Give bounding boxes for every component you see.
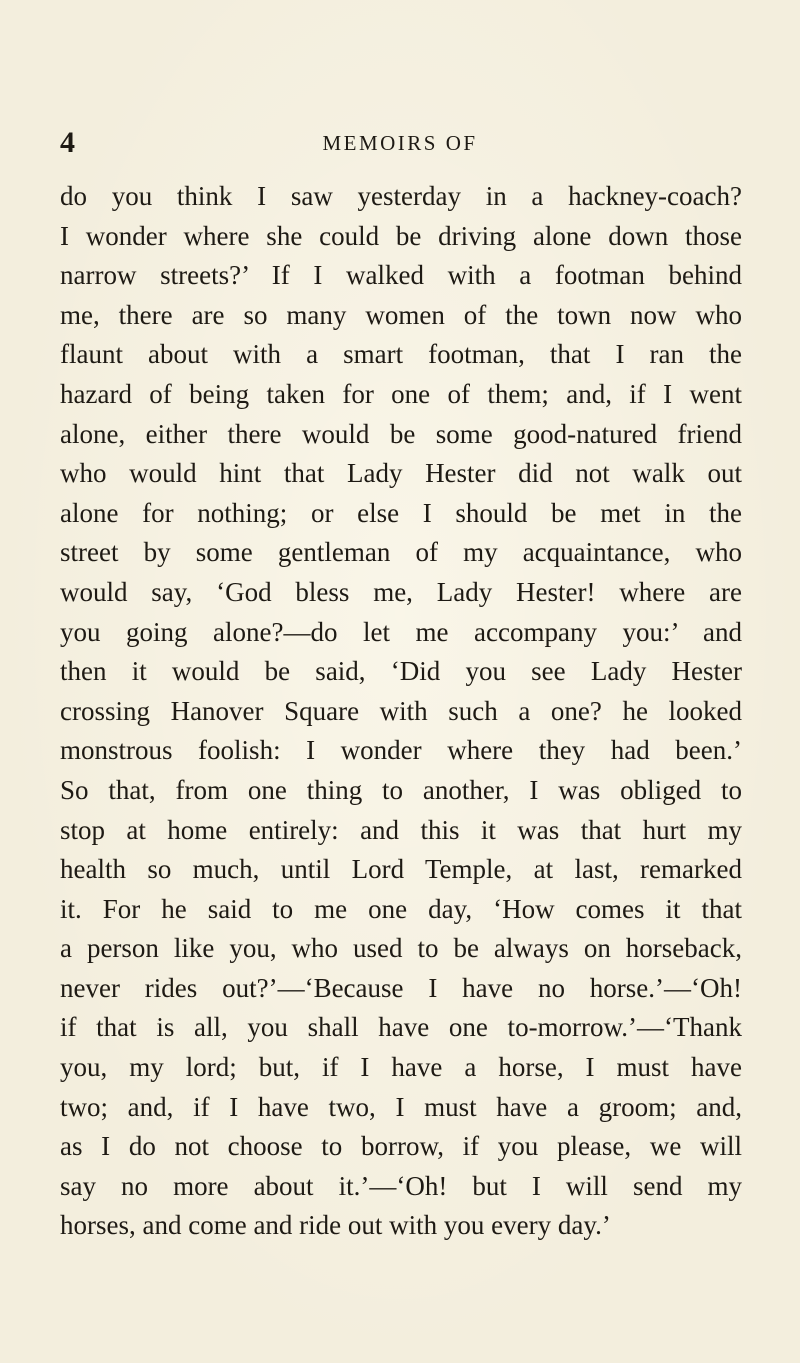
- text-line: two; and, if I have two, I must have a groom; and,: [60, 1091, 742, 1122]
- text-line: I wonder where she could be driving alone down those: [60, 220, 742, 251]
- text-line: hazard of being taken for one of them; and, if I went: [60, 378, 742, 409]
- text-line: alone for nothing; or else I should be met in the: [60, 497, 742, 528]
- text-line: do you think I saw yesterday in a hackney-coach?: [60, 181, 742, 211]
- page-header: [60, 127, 740, 159]
- text-line: So that, from one thing to another, I was obliged to: [60, 774, 742, 805]
- running-head: MEMOIRS OF: [322, 131, 478, 155]
- text-line: it. For he said to me one day, ‘How comes it that: [60, 893, 742, 924]
- text-line: then it would be said, ‘Did you see Lady Hester: [60, 656, 742, 687]
- text-line: who would hint that Lady Hester did not walk out: [60, 458, 742, 489]
- text-line: never rides out?’—‘Because I have no horse.’—‘Oh!: [60, 972, 742, 1003]
- text-line: health so much, until Lord Temple, at last, remarked: [60, 854, 742, 885]
- text-line: flaunt about with a smart footman, that I ran the: [60, 339, 742, 370]
- text-line: alone, either there would be some good-natured friend: [60, 418, 742, 449]
- text-line: monstrous foolish: I wonder where they had been.’: [60, 735, 742, 766]
- text-line: you going alone?—do let me accompany you:’ and: [60, 616, 742, 647]
- text-line: narrow streets?’ If I walked with a footman behind: [60, 260, 742, 291]
- text-line: would say, ‘God bless me, Lady Hester! where are: [60, 576, 742, 607]
- text-line: me, there are so many women of the town now who: [60, 299, 742, 330]
- body-text: [60, 177, 742, 1246]
- text-line: stop at home entirely: and this it was that hurt my: [60, 814, 742, 845]
- text-line: street by some gentleman of my acquaintance, who: [60, 537, 742, 568]
- text-line: if that is all, you shall have one to-morrow.’—‘Thank: [60, 1012, 742, 1043]
- text-line: you, my lord; but, if I have a horse, I must have: [60, 1052, 742, 1083]
- page-number: 4: [60, 126, 75, 159]
- text-line: a person like you, who used to be always on horseback,: [60, 933, 742, 964]
- text-line: horses, and come and ride out with you every day.’: [60, 1210, 611, 1241]
- text-line: say no more about it.’—‘Oh! but I will send my: [60, 1170, 742, 1201]
- text-line: as I do not choose to borrow, if you please, we will: [60, 1131, 742, 1162]
- text-line: crossing Hanover Square with such a one? he looked: [60, 695, 742, 726]
